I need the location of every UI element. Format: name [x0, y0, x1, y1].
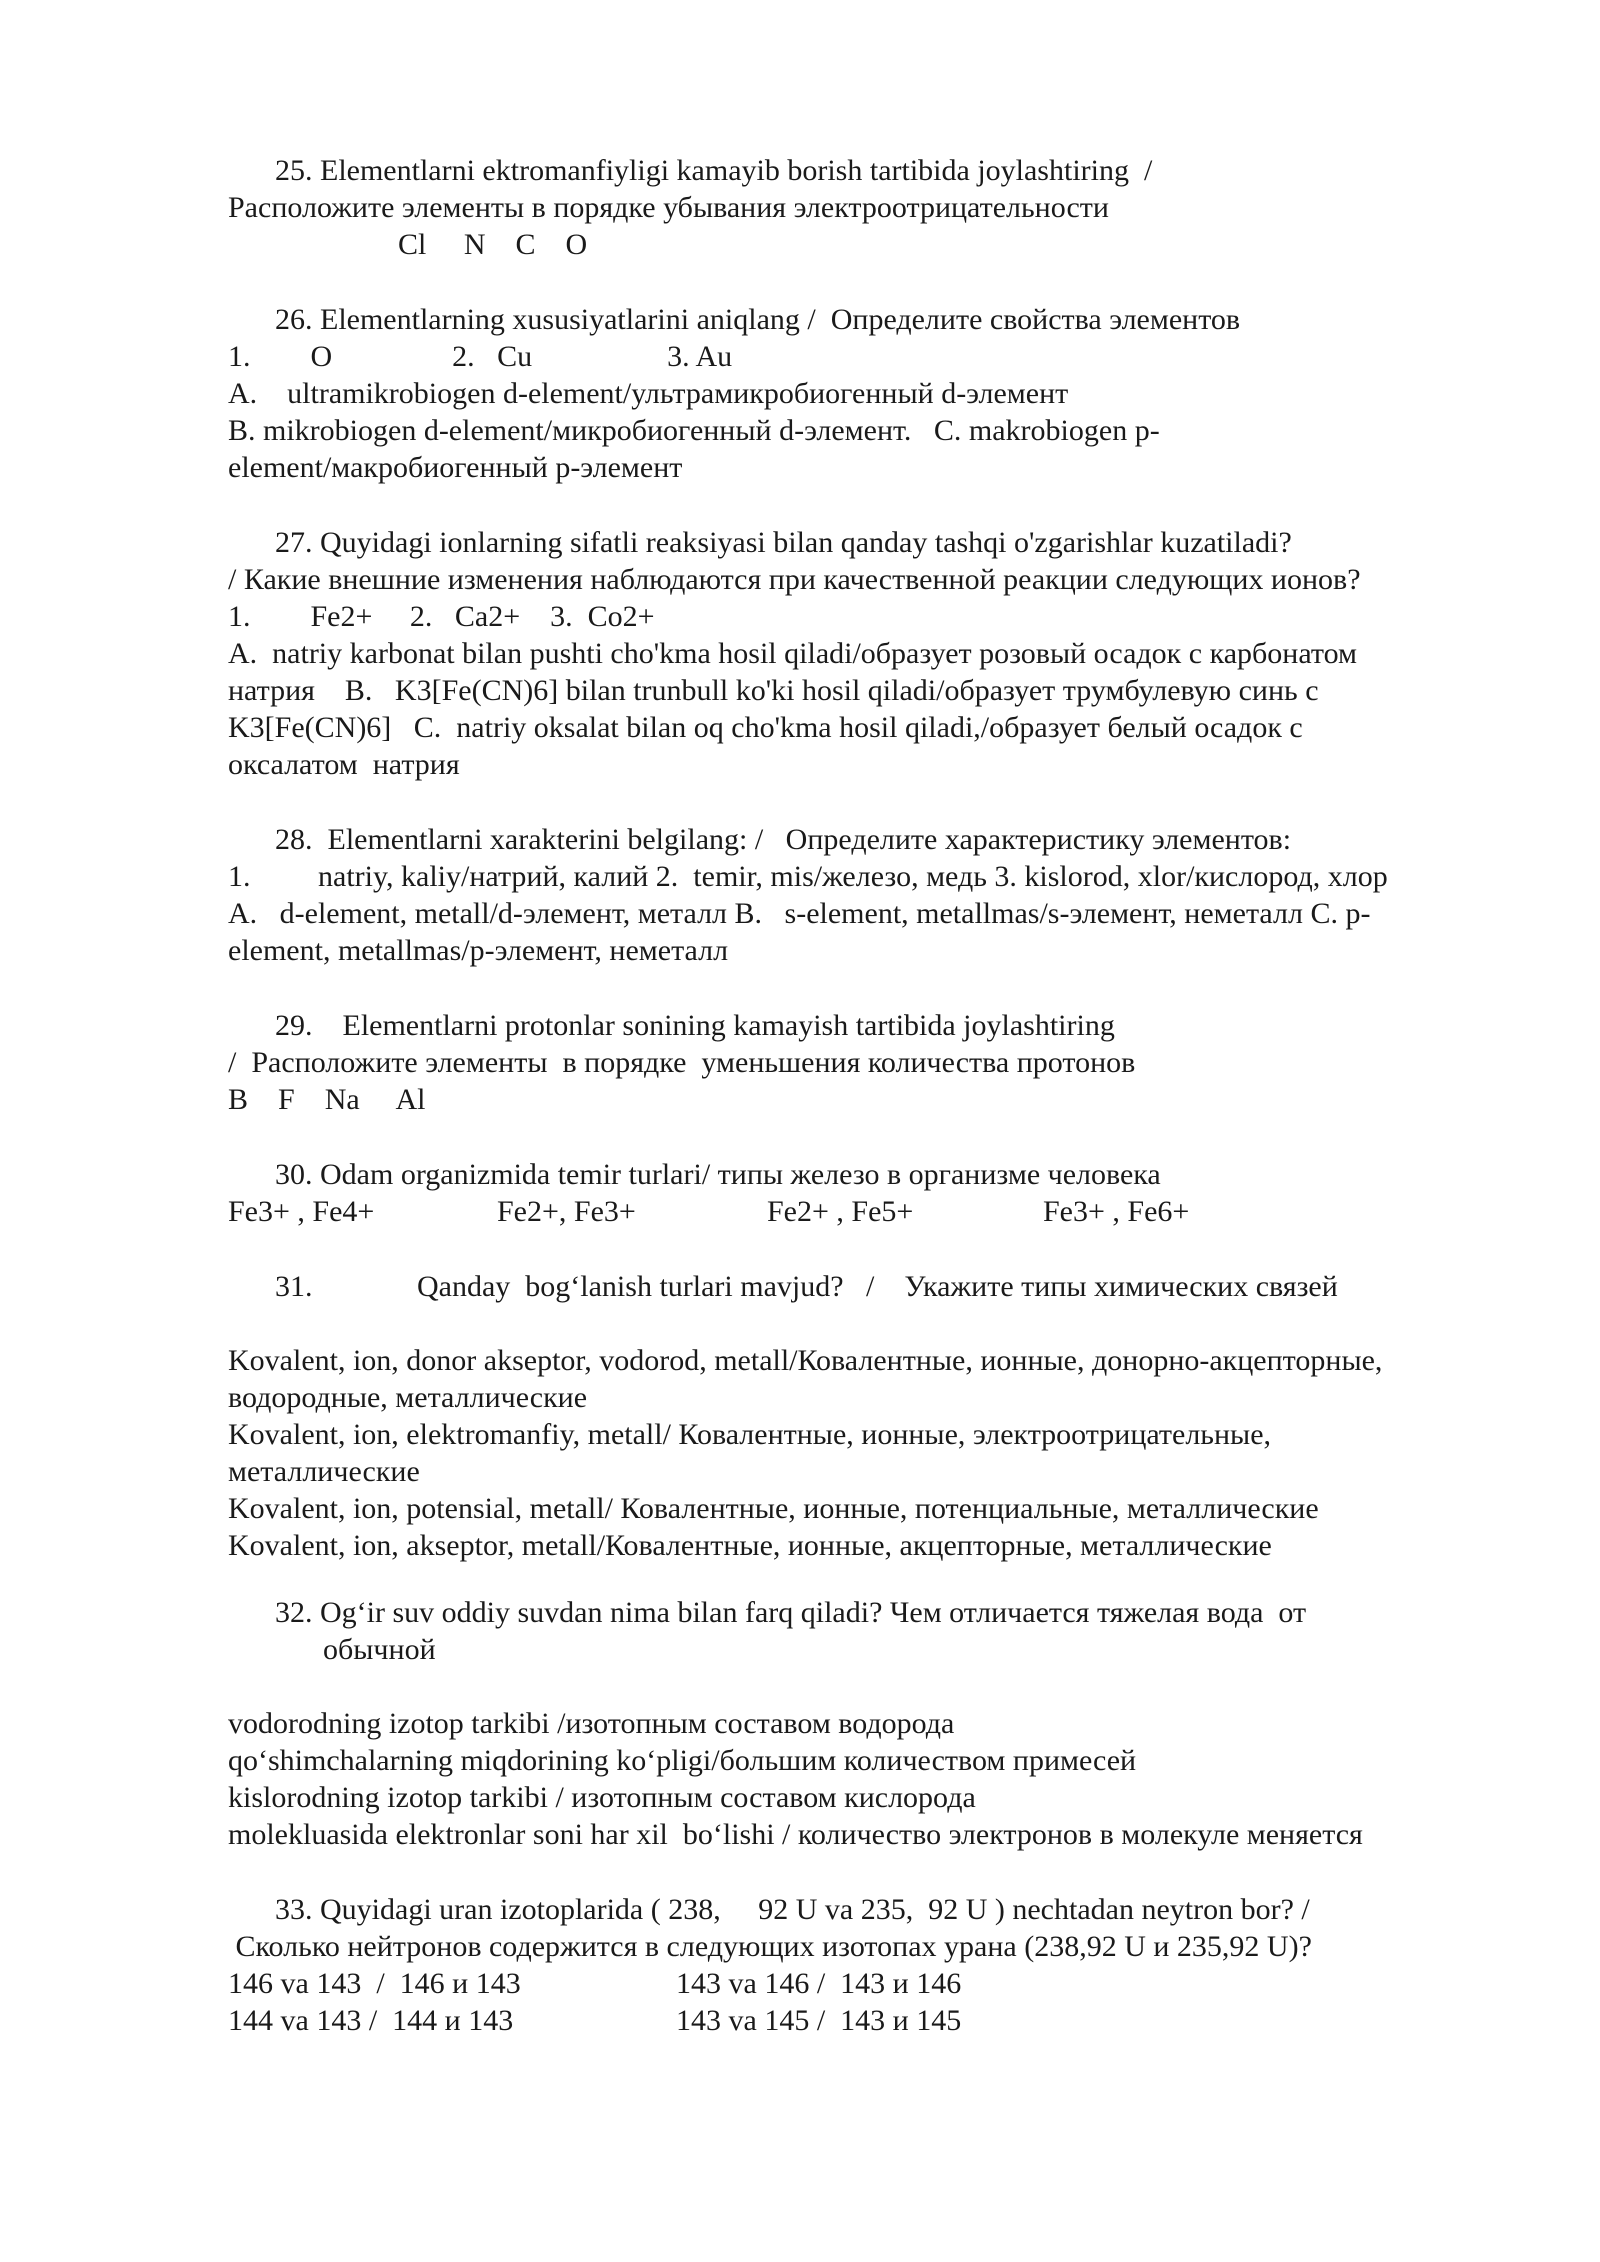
question-25-elements: Cl N C O	[398, 228, 588, 261]
question-32-title: 32. Og‘ir suv oddiy suvdan nima bilan farq qiladi? Чем отличается тяжелая вода от	[275, 1596, 1307, 1629]
question-30-option-1: Fe3+ , Fe4+	[228, 1195, 375, 1228]
question-27-option-c-cont: оксалатом натрия	[228, 748, 460, 781]
question-29-title: 29. Elementlarni protonlar sonining kamayish tartibida joylashtiring	[275, 1009, 1115, 1042]
question-31-option-1-cont: водородные, металлические	[228, 1381, 588, 1414]
question-33-option-3: 144 va 143 / 144 и 143	[228, 2004, 514, 2037]
question-27-ions: 1. Fe2+ 2. Ca2+ 3. Co2+	[228, 600, 655, 633]
question-27-option-b: натрия B. K3[Fe(CN)6] bilan trunbull ko'ki hosil qiladi/образует трумбулевую синь с	[228, 674, 1319, 707]
question-31-option-4: Kovalent, ion, akseptor, metall/Ковалентные, ионные, акцепторные, металлические	[228, 1529, 1272, 1562]
question-27-option-c: K3[Fe(CN)6] C. natriy oksalat bilan oq cho'kma hosil qiladi,/образует белый осадок с	[228, 711, 1303, 744]
question-27-title: 27. Quyidagi ionlarning sifatli reaksiyasi bilan qanday tashqi o'zgarishlar kuzatiladi?	[275, 526, 1292, 559]
question-26-option-a: A. ultramikrobiogen d-element/ультрамикробиогенный d-элемент	[228, 377, 1069, 410]
question-31-option-2-cont: металлические	[228, 1455, 420, 1488]
question-32-option-2: qo‘shimchalarning miqdorining ko‘pligi/большим количеством примесей	[228, 1744, 1137, 1777]
question-30-option-4: Fe3+ , Fe6+	[1043, 1195, 1190, 1228]
question-27-option-a: A. natriy karbonat bilan pushti cho'kma hosil qiladi/образует розовый осадок с карбонатом	[228, 637, 1357, 670]
question-31-option-2: Kovalent, ion, elektromanfiy, metall/ Ковалентные, ионные, электроотрицательные,	[228, 1418, 1272, 1451]
question-32-option-4: molekluasida elektronlar soni har xil bo‘lishi / количество электронов в молекуле меняется	[228, 1818, 1363, 1851]
question-33-option-2: 143 va 146 / 143 и 146	[676, 1967, 962, 2000]
question-32-title-cont: обычной	[323, 1633, 436, 1666]
question-30-option-3: Fe2+ , Fe5+	[767, 1195, 914, 1228]
question-30-option-2: Fe2+, Fe3+	[497, 1195, 636, 1228]
question-33-title-ru: Сколько нейтронов содержится в следующих изотопах урана (238,92 U и 235,92 U)?	[228, 1930, 1312, 1963]
question-32-option-3: kislorodning izotop tarkibi / изотопным составом кислорода	[228, 1781, 976, 1814]
question-26-title: 26. Elementlarning xususiyatlarini aniqlang / Определите свойства элементов	[275, 303, 1241, 336]
question-25-title-ru: Расположите элементы в порядке убывания электроотрицательности	[228, 191, 1109, 224]
question-29-title-ru: / Расположите элементы в порядке уменьшения количества протонов	[228, 1046, 1136, 1079]
question-31-number: 31.	[275, 1270, 313, 1303]
question-26-elements: 1. O 2. Cu 3. Au	[228, 340, 733, 373]
question-26-option-b-c: B. mikrobiogen d-element/микробиогенный d-элемент. C. makrobiogen p-	[228, 414, 1160, 447]
question-33-option-4: 143 va 145 / 143 и 145	[676, 2004, 962, 2037]
question-28-items: 1. natriy, kaliy/натрий, калий 2. temir, mis/железо, медь 3. kislorod, xlor/кислород, хлор	[228, 860, 1388, 893]
question-33-option-1: 146 va 143 / 146 и 143	[228, 1967, 521, 2000]
question-28-options: A. d-element, metall/d-элемент, металл B. s-element, metallmas/s-элемент, неметалл C. p-	[228, 897, 1371, 930]
question-32-option-1: vodorodning izotop tarkibi /изотопным составом водорода	[228, 1707, 955, 1740]
question-27-title-ru: / Какие внешние изменения наблюдаются при качественной реакции следующих ионов?	[228, 563, 1361, 596]
question-26-option-c-cont: element/макробиогенный p-элемент	[228, 451, 683, 484]
question-33-title: 33. Quyidagi uran izotoplarida ( 238, 92 U va 235, 92 U ) nechtadan neytron bor? /	[275, 1893, 1310, 1926]
question-31-option-1: Kovalent, ion, donor akseptor, vodorod, metall/Ковалентные, ионные, донорно-акцепторные,	[228, 1344, 1383, 1377]
question-28-title: 28. Elementlarni xarakterini belgilang: / Определите характеристику элементов:	[275, 823, 1292, 856]
question-29-elements: B F Na Al	[228, 1083, 426, 1116]
question-28-option-c-cont: element, metallmas/p-элемент, неметалл	[228, 934, 729, 967]
question-31-title: Qanday bog‘lanish turlari mavjud? / Укажите типы химических связей	[417, 1270, 1338, 1303]
question-31-option-3: Kovalent, ion, potensial, metall/ Ковалентные, ионные, потенциальные, металлические	[228, 1492, 1319, 1525]
question-25-title: 25. Elementlarni ektromanfiyligi kamayib borish tartibida joylashtiring /	[275, 154, 1153, 187]
question-30-title: 30. Odam organizmida temir turlari/ типы железо в организме человека	[275, 1158, 1161, 1191]
